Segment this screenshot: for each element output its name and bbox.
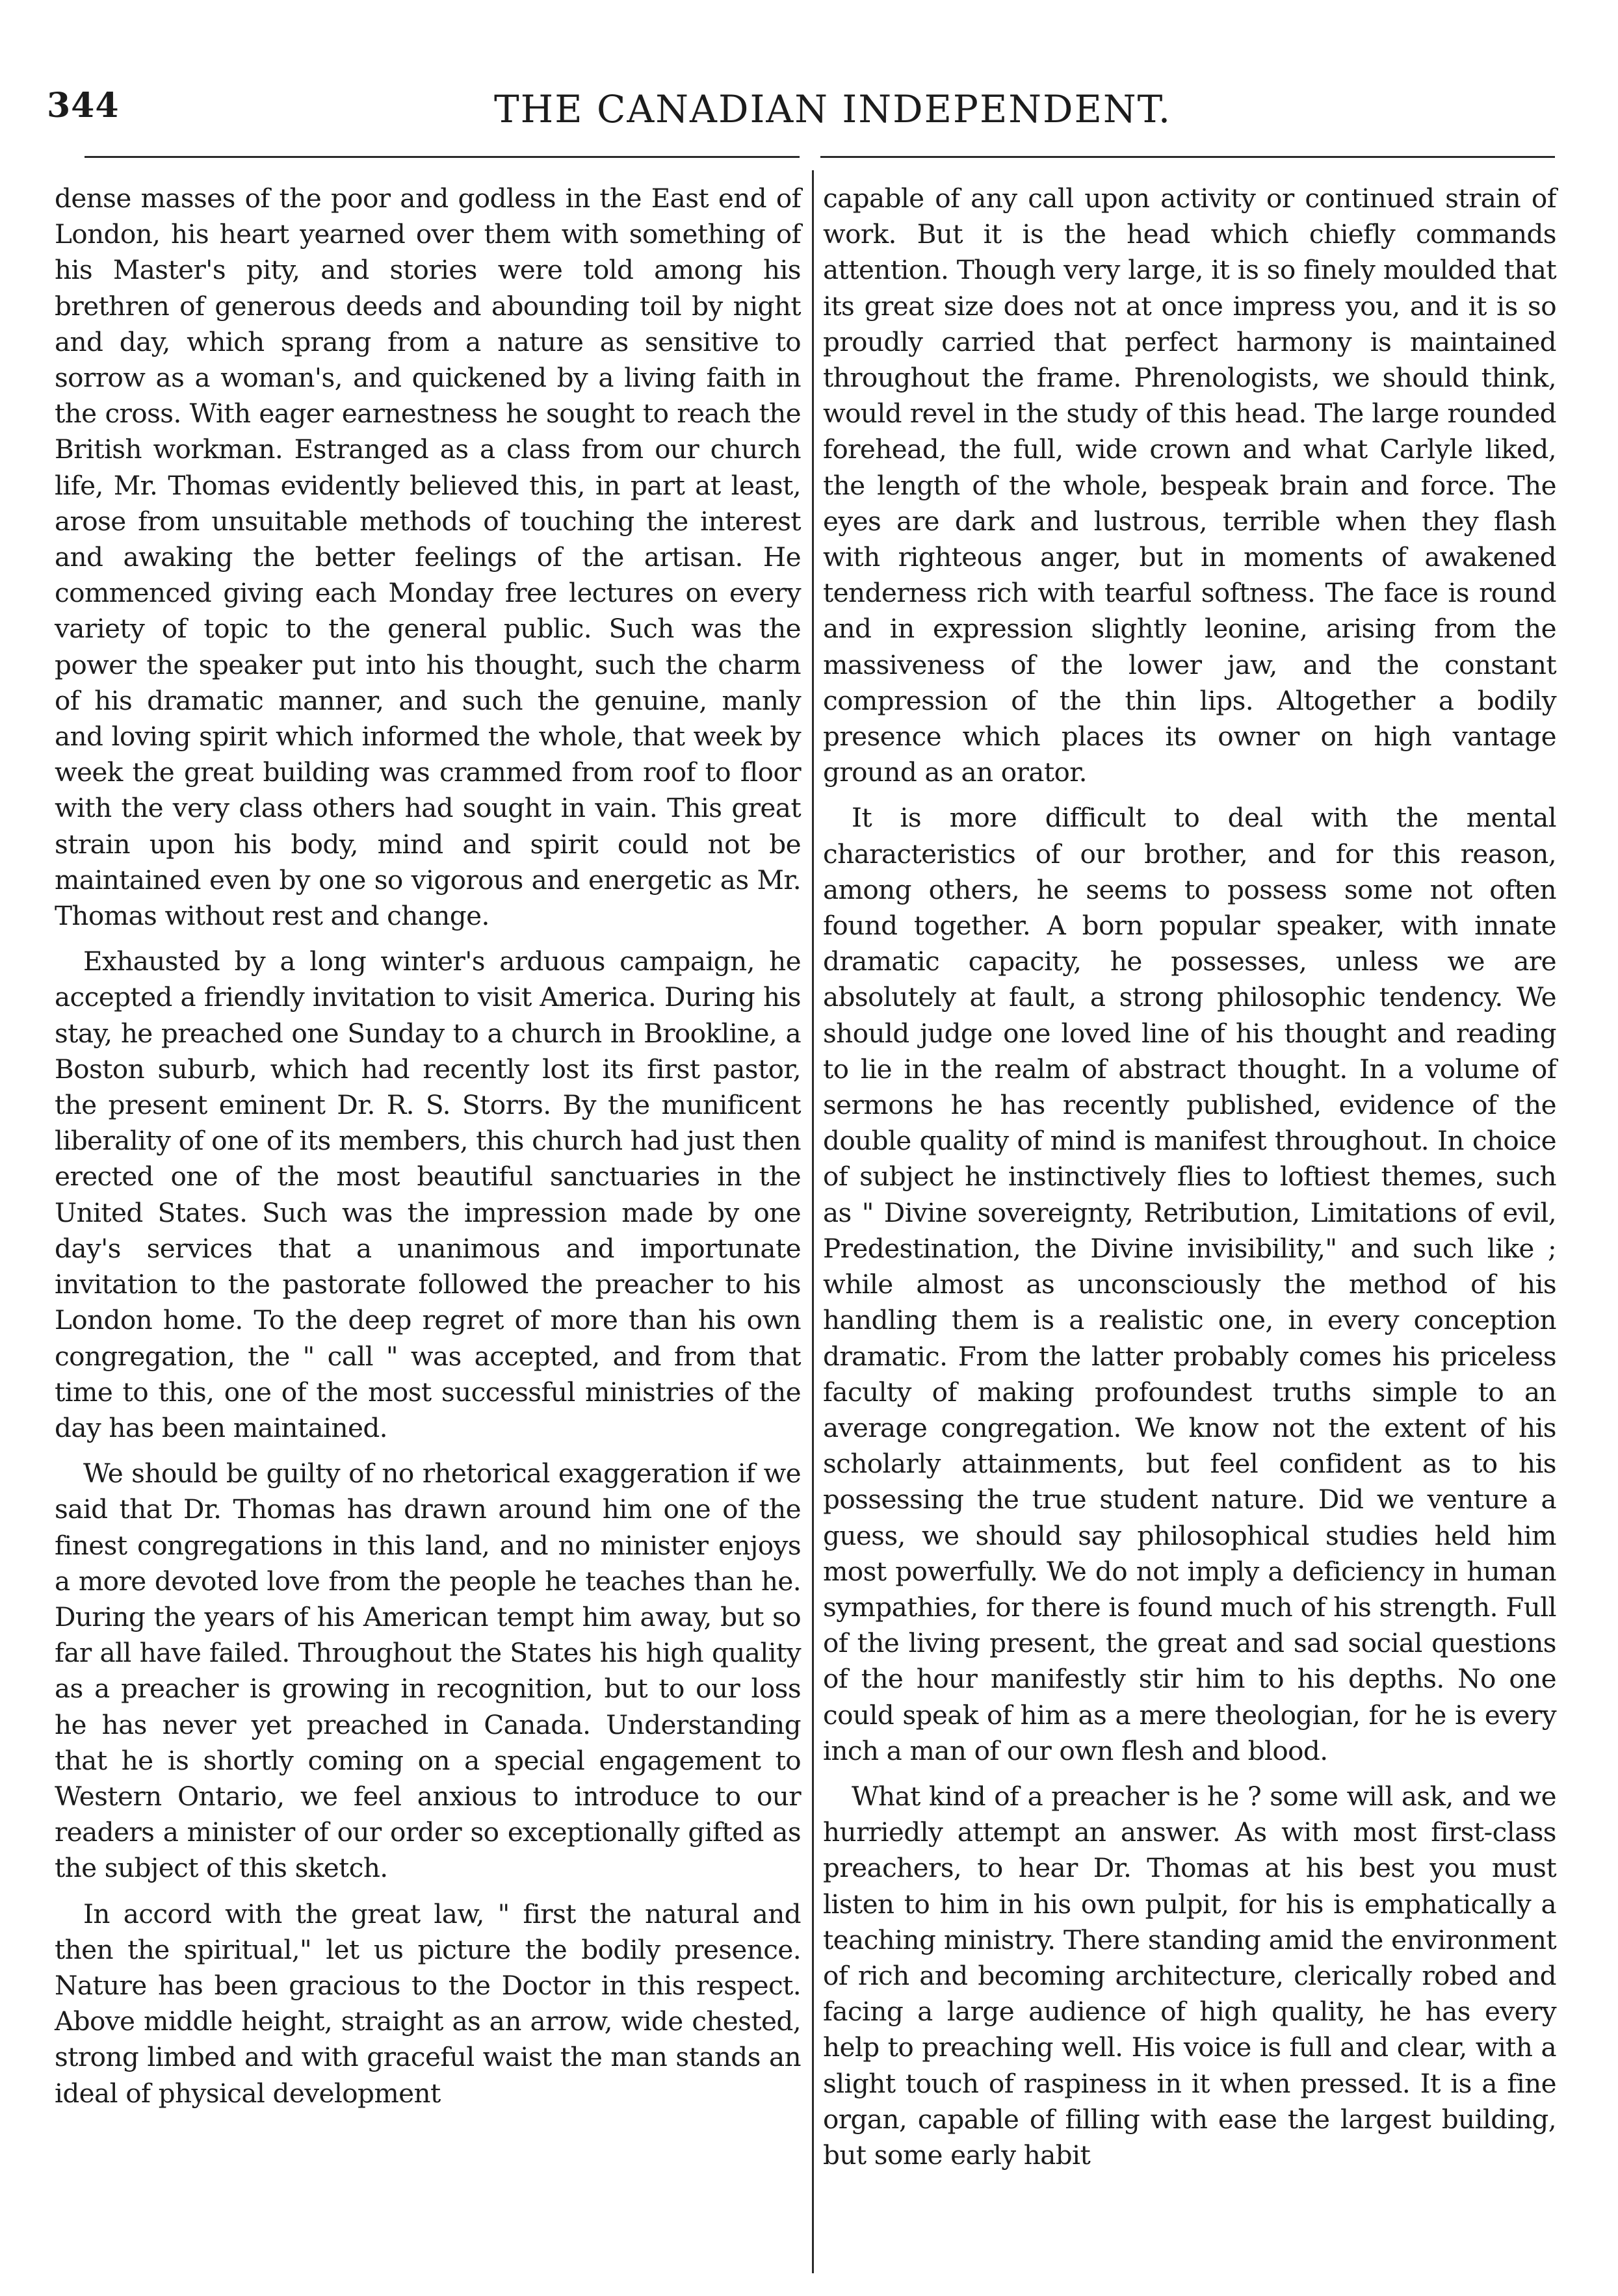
running-head: THE CANADIAN INDEPENDENT. [494, 87, 1172, 131]
left-paragraph-1: dense masses of the poor and godless in the East end of London, his heart yearned over them with something of his Master's pity, and stories were told among his brethren of generous deeds and abounding toil by night and day, which sprang from a nature as sensitive to sorrow as a woman's, and quickened by a living faith in the cross. With eager earnestness he sought to reach the British workman. Estranged as a class from our church life, Mr. Thomas evidently believed this, in part at least, arose from unsuitable methods of touching the interest and awaking the better feelings of the artisan. He commenced giving each Monday free lectures on every variety of topic to the general public. Such was the power the speaker put into his thought, such the charm of his dramatic manner, and such the genuine, manly and loving spirit which informed the whole, that week by week the great building was crammed from roof to floor with the very class others had sought in vain. This great strain upon his body, mind and spirit could not be maintained even by one so vigorous and energetic as Mr. Thomas without rest and change. [55, 183, 801, 932]
left-paragraph-2: Exhausted by a long winter's arduous campaign, he accepted a friendly invitation to visit America. During his stay, he preached one Sunday to a church in Brookline, a Boston suburb, which had recently lost its first pastor, the present eminent Dr. R. S. Storrs. By the munificent liberality of one of its members, this church had just then erected one of the most beautiful sanctuaries in the United States. Such was the impression made by one day's services that a unanimous and importunate invitation to the pastorate followed the preacher to his London home. To the deep regret of more than his own congregation, the " call " was accepted, and from that time to this, one of the most successful ministries of the day has been maintained. [55, 946, 801, 1443]
column-divider [812, 170, 814, 2273]
page-number: 344 [47, 86, 120, 125]
right-paragraph-3: What kind of a preacher is he ? some will ask, and we hurriedly attempt an answer. As with most first-class preachers, to hear Dr. Thomas at his best you must listen to him in his own pulpit, for his is emphatically a teaching ministry. There standing amid the environment of rich and becoming architecture, clerically robed and facing a large audience of high quality, he has every help to preaching well. His voice is full and clear, with a slight touch of raspiness in it when pressed. It is a fine organ, capable of filling with ease the largest building, but some early habit [823, 1780, 1556, 2171]
left-column [55, 181, 801, 2111]
right-column [823, 181, 1556, 2173]
header-rule-left [85, 156, 800, 158]
right-paragraph-2: It is more difficult to deal with the mental characteristics of our brother, and for this reason, among others, he seems to possess some not often found together. A born popular speaker, with innate dramatic capacity, he possesses, unless we are absolutely at fault, a strong philosophic tendency. We should judge one loved line of his thought and reading to lie in the realm of abstract thought. In a volume of sermons he has recently published, evidence of the double quality of mind is manifest throughout. In choice of subject he instinctively flies to loftiest themes, such as " Divine sovereignty, Retribution, Limitations of evil, Predestination, the Divine invisibility," and such like ; while almost as unconsciously the method of his handling them is a realistic one, in every conception dramatic. From the latter probably comes his priceless faculty of making profoundest truths simple to an average congregation. We know not the extent of his scholarly attainments, but feel confident as to his possessing the true student nature. Did we venture a guess, we should say philosophical studies held him most powerfully. We do not imply a deficiency in human sympathies, for there is found much of his strength. Full of the living present, the great and sad social questions of the hour manifestly stir him to his depths. No one could speak of him as a mere theologian, for he is every inch a man of our own flesh and blood. [823, 802, 1556, 1766]
left-paragraph-3: We should be guilty of no rhetorical exaggeration if we said that Dr. Thomas has drawn around him one of the finest congregations in this land, and no minister enjoys a more devoted love from the people he teaches than he. During the years of his American tempt him away, but so far all have failed. Throughout the States his high quality as a preacher is growing in recognition, but to our loss he has never yet preached in Canada. Understanding that he is shortly coming on a special engagement to Western Ontario, we feel anxious to introduce to our readers a minister of our order so exceptionally gifted as the subject of this sketch. [55, 1458, 801, 1884]
right-paragraph-1: capable of any call upon activity or continued strain of work. But it is the head which chiefly commands attention. Though very large, it is so finely moulded that its great size does not at once impress you, and it is so proudly carried that perfect harmony is maintained throughout the frame. Phrenologists, we should think, would revel in the study of this head. The large rounded forehead, the full, wide crown and what Carlyle liked, the length of the whole, bespeak brain and force. The eyes are dark and lustrous, terrible when they flash with righteous anger, but in moments of awakened tenderness rich with tearful softness. The face is round and in expression slightly leonine, arising from the massiveness of the lower jaw, and the constant compression of the thin lips. Altogether a bodily presence which places its owner on high vantage ground as an orator. [823, 183, 1556, 788]
header-rule-right [820, 156, 1555, 158]
left-paragraph-4: In accord with the great law, " first the natural and then the spiritual," let us picture the bodily presence. Nature has been gracious to the Doctor in this respect. Above middle height, straight as an arrow, wide chested, strong limbed and with graceful waist the man stands an ideal of physical development [55, 1898, 801, 2109]
